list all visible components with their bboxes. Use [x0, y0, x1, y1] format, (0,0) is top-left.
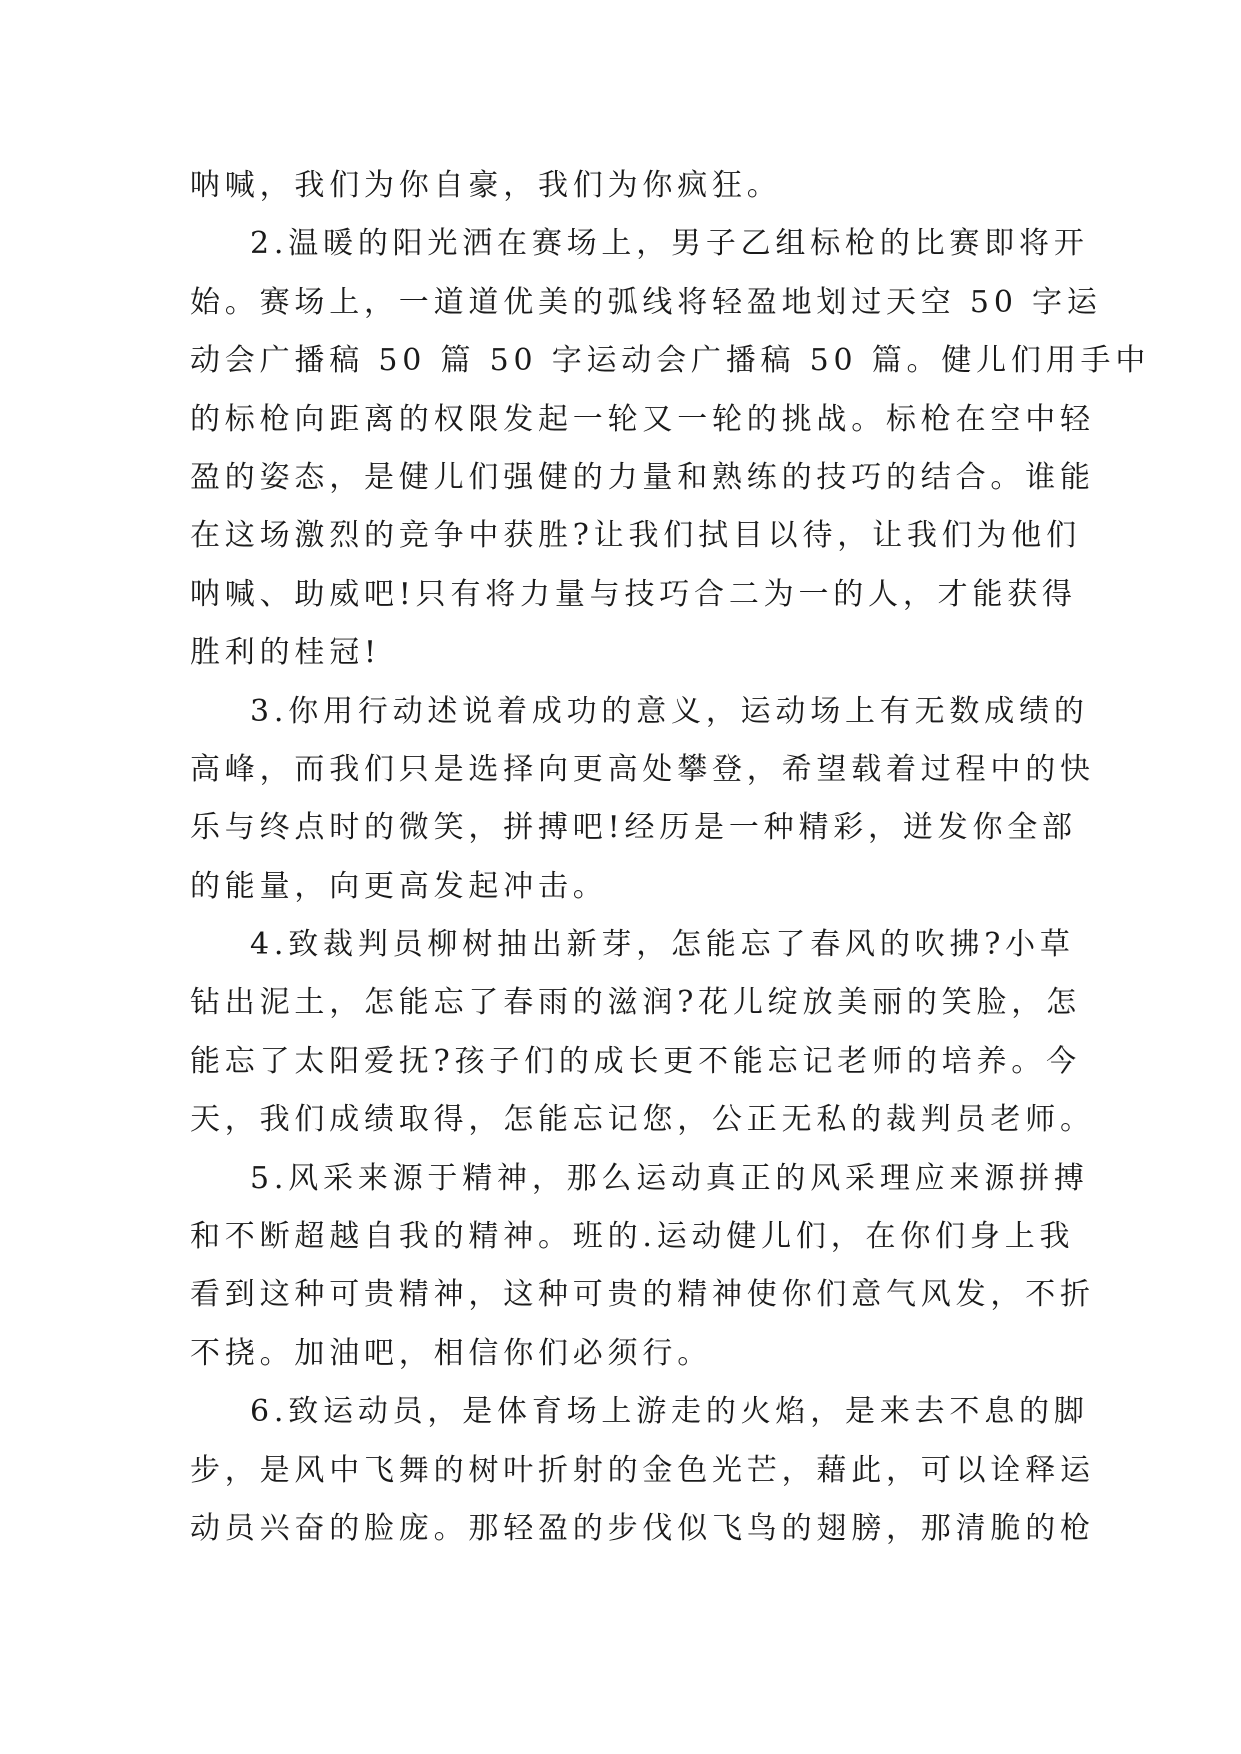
text-line: 呐喊，我们为你自豪，我们为你疯狂。 [190, 168, 782, 203]
text-line: 的标枪向距离的权限发起一轮又一轮的挑战。标枪在空中轻 [190, 401, 1095, 437]
text-line: 动员兴奋的脸庞。那轻盈的步伐似飞鸟的翅膀，那清脆的枪 [190, 1510, 1095, 1546]
paragraph-3-start: 3.你用行动述说着成功的意义，运动场上有无数成绩的 [250, 693, 1089, 729]
document-body [190, 157, 1151, 1558]
text-line: 的能量，向更高发起冲击。 [190, 868, 608, 904]
paragraph-6-start: 6.致运动员，是体育场上游走的火焰，是来去不息的脚 [250, 1394, 1089, 1430]
text-line: 动会广播稿 50 篇 50 字运动会广播稿 50 篇。健儿们用手中 [190, 343, 1151, 379]
text-line: 步，是风中飞舞的树叶折射的金色光芒，藉此，可以诠释运 [190, 1452, 1095, 1488]
paragraph-4-start: 4.致裁判员柳树抽出新芽，怎能忘了春风的吹拂?小草 [250, 927, 1075, 963]
text-line: 胜利的桂冠! [190, 635, 381, 671]
text-line: 盈的姿态，是健儿们强健的力量和熟练的技巧的结合。谁能 [190, 459, 1095, 495]
text-line: 始。赛场上，一道道优美的弧线将轻盈地划过天空 50 字运 [190, 284, 1102, 320]
paragraph-5-start: 5.风采来源于精神，那么运动真正的风采理应来源拼搏 [250, 1160, 1089, 1196]
text-line: 高峰，而我们只是选择向更高处攀登，希望载着过程中的快 [190, 751, 1095, 787]
text-line: 不挠。加油吧，相信你们必须行。 [190, 1335, 712, 1371]
text-line: 看到这种可贵精神，这种可贵的精神使你们意气风发，不折 [190, 1277, 1095, 1313]
text-line: 钻出泥土，怎能忘了春雨的滋润?花儿绽放美丽的笑脸，怎 [190, 985, 1081, 1021]
text-line: 呐喊、助威吧!只有将力量与技巧合二为一的人，才能获得 [190, 576, 1077, 612]
text-line: 天，我们成绩取得，怎能忘记您，公正无私的裁判员老师。 [190, 1102, 1095, 1138]
text-line: 和不断超越自我的精神。班的.运动健儿们，在你们身上我 [190, 1219, 1075, 1255]
text-line: 乐与终点时的微笑，拼搏吧!经历是一种精彩，迸发你全部 [190, 810, 1077, 846]
text-line: 能忘了太阳爱抚?孩子们的成长更不能忘记老师的培养。今 [190, 1043, 1081, 1079]
paragraph-2-start: 2.温暖的阳光洒在赛场上，男子乙组标枪的比赛即将开 [250, 226, 1089, 262]
text-line: 在这场激烈的竞争中获胜?让我们拭目以待，让我们为他们 [190, 518, 1081, 554]
